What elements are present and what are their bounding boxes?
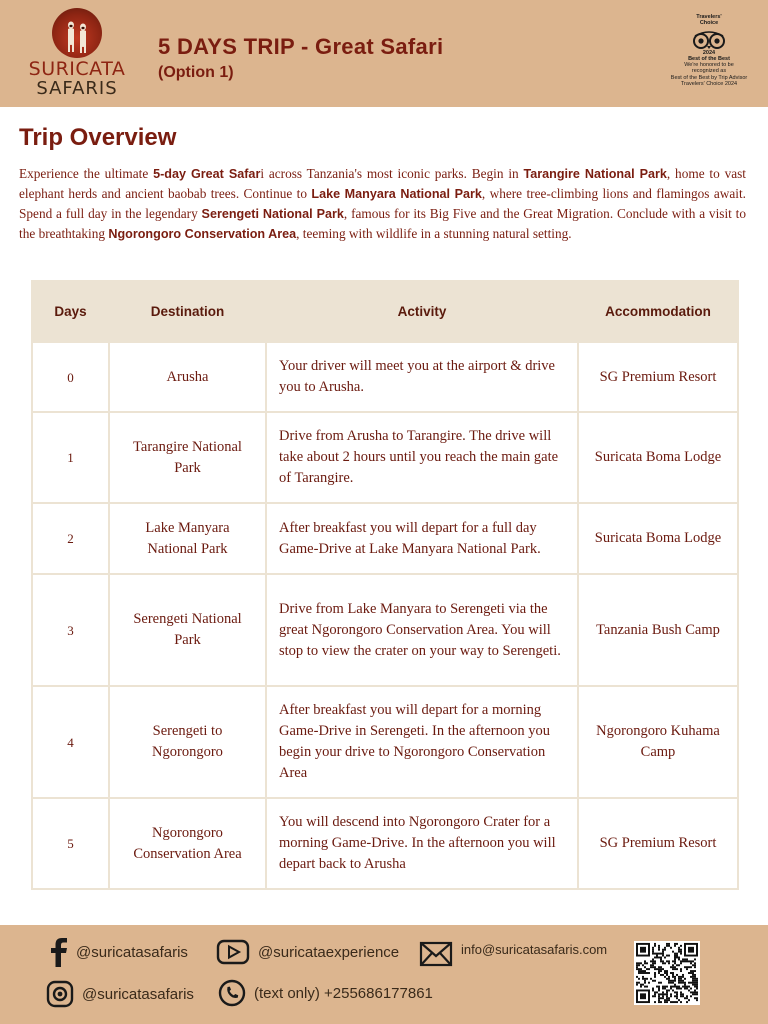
accommodation-cell: Suricata Boma Lodge bbox=[578, 503, 738, 574]
column-header-days: Days bbox=[32, 281, 109, 342]
youtube-icon bbox=[216, 939, 250, 965]
badge-line: recognized as bbox=[691, 68, 727, 75]
destination-cell: Lake Manyara National Park bbox=[109, 503, 266, 574]
overview-bold: Ngorongoro Conservation Area bbox=[108, 227, 297, 241]
overview-bold: 5-day Great Safar bbox=[153, 167, 261, 181]
company-logo bbox=[22, 6, 132, 102]
table-row bbox=[32, 574, 738, 686]
day-cell: 2 bbox=[32, 503, 109, 574]
activity-cell: After breakfast you will depart for a full day Game-Drive at Lake Manyara National Park. bbox=[266, 503, 578, 574]
overview-paragraph bbox=[19, 164, 746, 244]
meerkat-logo-icon bbox=[52, 8, 102, 58]
accommodation-cell: SG Premium Resort bbox=[578, 342, 738, 412]
tripadvisor-owl-icon bbox=[689, 28, 729, 50]
destination-cell: Serengeti to Ngorongoro bbox=[109, 686, 266, 798]
overview-bold: Serengeti National Park bbox=[201, 207, 344, 221]
qr-code-icon[interactable] bbox=[634, 941, 700, 1005]
overview-text: , teeming with wildlife in a stunning natural setting. bbox=[296, 226, 572, 241]
table-header-row bbox=[32, 281, 738, 342]
footer-band bbox=[0, 925, 768, 1024]
accommodation-cell: Ngorongoro Kuhama Camp bbox=[578, 686, 738, 798]
facebook-link[interactable] bbox=[48, 937, 188, 967]
badge-line: Best of the Best bbox=[688, 55, 730, 62]
badge-line: Choice bbox=[699, 20, 719, 27]
day-cell: 5 bbox=[32, 798, 109, 889]
day-cell: 3 bbox=[32, 574, 109, 686]
brand-name-line2: SAFARIS bbox=[36, 78, 118, 99]
phone-link[interactable] bbox=[218, 979, 433, 1007]
instagram-link[interactable] bbox=[46, 980, 194, 1008]
page-title: 5 DAYS TRIP - Great Safari bbox=[158, 34, 444, 59]
table-row bbox=[32, 342, 738, 412]
page-subtitle: (Option 1) bbox=[158, 64, 234, 81]
badge-year: 2024 bbox=[702, 49, 716, 56]
travelers-choice-badge bbox=[660, 14, 758, 98]
header-band bbox=[0, 0, 768, 107]
table-row bbox=[32, 798, 738, 889]
facebook-handle: @suricatasafaris bbox=[76, 943, 188, 961]
youtube-handle: @suricataexperience bbox=[258, 943, 400, 961]
badge-line: Travelers' bbox=[696, 14, 722, 20]
phone-icon bbox=[218, 979, 246, 1007]
facebook-icon bbox=[48, 937, 68, 967]
destination-cell: Tarangire National Park bbox=[109, 412, 266, 503]
activity-cell: Drive from Lake Manyara to Serengeti via the great Ngorongoro Conservation Area. You will stop to view the crater on your way to Serengeti. bbox=[266, 574, 578, 686]
overview-heading: Trip Overview bbox=[19, 124, 177, 151]
overview-text: i across Tanzania's most iconic parks. Begin in bbox=[260, 166, 524, 181]
table-row bbox=[32, 686, 738, 798]
day-cell: 0 bbox=[32, 342, 109, 412]
activity-cell: Your driver will meet you at the airport & drive you to Arusha. bbox=[266, 342, 578, 412]
accommodation-cell: SG Premium Resort bbox=[578, 798, 738, 889]
activity-cell: Drive from Arusha to Tarangire. The drive will take about 2 hours until you reach the main gate of Tarangire. bbox=[266, 412, 578, 503]
instagram-handle: @suricatasafaris bbox=[82, 985, 194, 1003]
destination-cell: Ngorongoro Conservation Area bbox=[109, 798, 266, 889]
itinerary-table bbox=[31, 280, 739, 890]
overview-text: , famous for its Big Five and the Great Migration. Conclude with a visit to the breathtaking bbox=[19, 206, 746, 241]
youtube-link[interactable] bbox=[216, 939, 399, 965]
activity-cell: You will descend into Ngorongoro Crater for a morning Game-Drive. In the afternoon you will depart back to Arusha bbox=[266, 798, 578, 889]
destination-cell: Arusha bbox=[109, 342, 266, 412]
badge-line: Travelers' Choice 2024 bbox=[680, 81, 738, 88]
accommodation-cell: Tanzania Bush Camp bbox=[578, 574, 738, 686]
brand-name-line1: SURICATA bbox=[28, 58, 126, 80]
instagram-icon bbox=[46, 980, 74, 1008]
overview-text: , where tree-climbing lions and flamingos await. Spend a full day in the legendary bbox=[19, 186, 746, 221]
day-cell: 4 bbox=[32, 686, 109, 798]
table-row bbox=[32, 412, 738, 503]
column-header-destination: Destination bbox=[109, 281, 266, 342]
email-link[interactable]: info@suricatasafaris.com bbox=[461, 942, 608, 957]
column-header-activity: Activity bbox=[266, 281, 578, 342]
accommodation-cell: Suricata Boma Lodge bbox=[578, 412, 738, 503]
destination-cell: Serengeti National Park bbox=[109, 574, 266, 686]
envelope-icon[interactable] bbox=[419, 941, 453, 967]
activity-cell: After breakfast you will depart for a morning Game-Drive in Serengeti. In the afternoon you begin your drive to Ngorongoro Conservation Area bbox=[266, 686, 578, 798]
day-cell: 1 bbox=[32, 412, 109, 503]
phone-number: (text only) +255686177861 bbox=[254, 984, 433, 1002]
overview-bold: Lake Manyara National Park bbox=[311, 187, 482, 201]
table-row bbox=[32, 503, 738, 574]
badge-line: Best of the Best by Trip Advisor bbox=[670, 74, 748, 81]
overview-bold: Tarangire National Park bbox=[523, 167, 667, 181]
overview-text: , home to vast elephant herds and ancient baobab trees. Continue to bbox=[19, 166, 746, 201]
overview-text: Experience the ultimate bbox=[19, 166, 154, 181]
column-header-accommodation: Accommodation bbox=[578, 281, 738, 342]
badge-line: We're honored to be bbox=[684, 62, 734, 69]
